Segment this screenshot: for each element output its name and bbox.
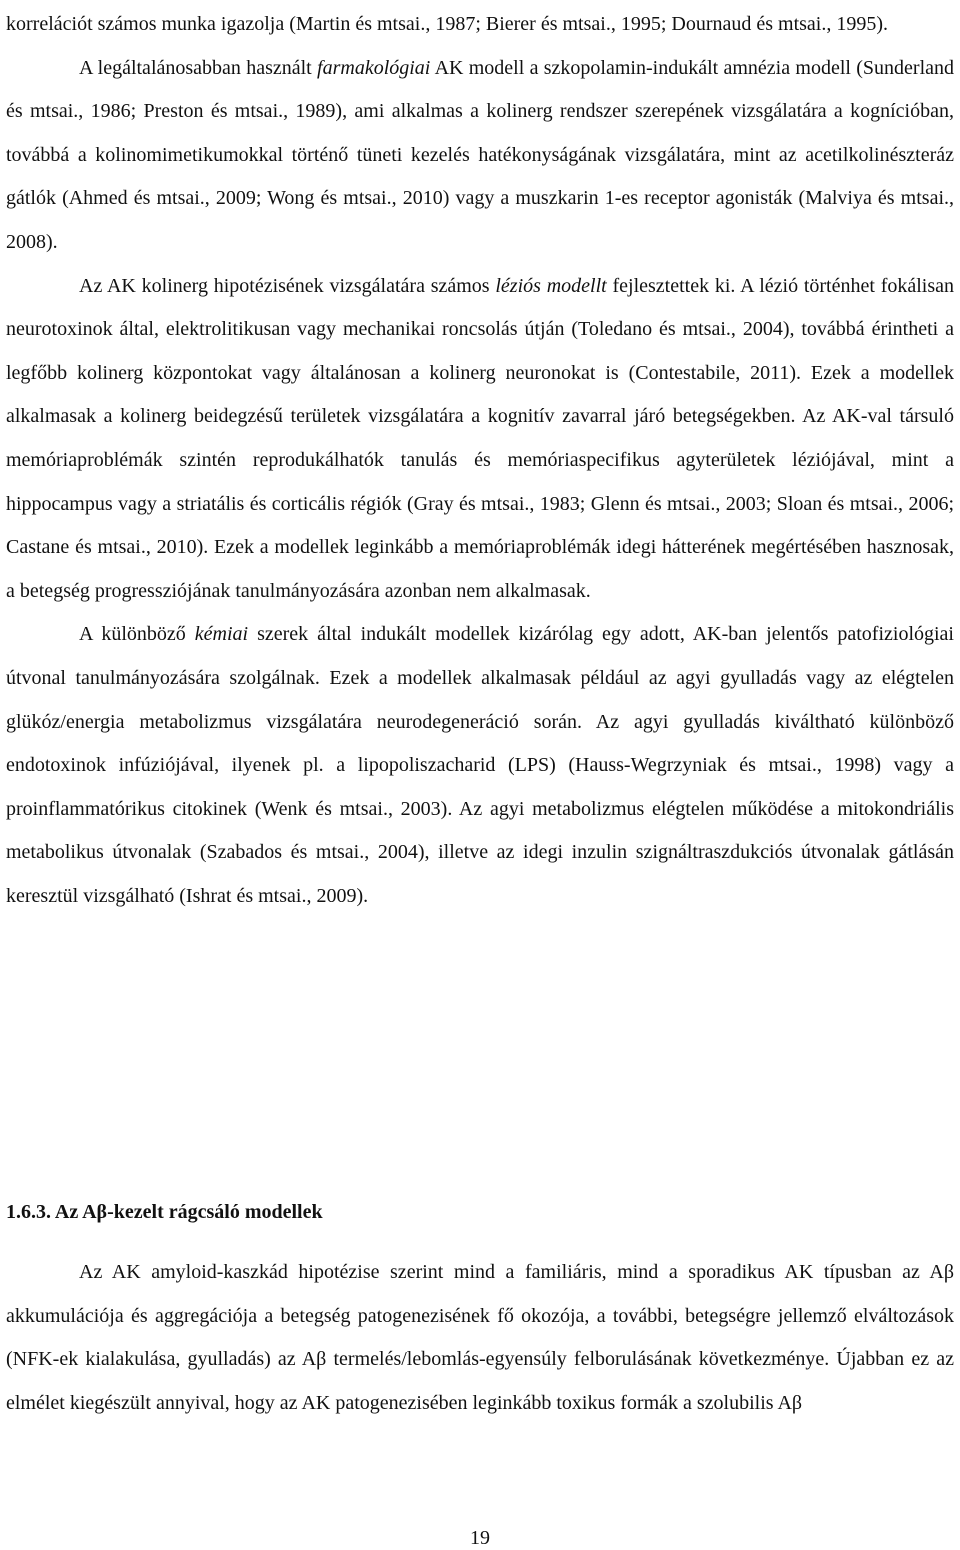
- document-page: [6, 0, 955, 1414]
- paragraph-continuation: [6, 3, 954, 47]
- text-run: szerek által indukált modellek kizárólag egy adott, AK-ban jelentős patofiziológiai útvonal tanulmányozására szolgálnak. Ezek a modellek alkalmasak például az agyi gyulladás vagy az elégtelen glükóz/energia metabolizmus vizsgálatára neurodegeneráció során. Az agyi gyulladás kiváltható különböző endotoxinok infúziójával, ilyenek pl. a lipopoliszacharid (LPS) (Hauss-Wegrzyniak és mtsai., 1998) vagy a proinflammatórikus citokinek (Wenk és mtsai., 2003). Az agyi metabolizmus elégtelen működése a mitokondriális metabolikus útvonalak (Szabados és mtsai., 2004), illetve az idegi inzulin szignáltraszdukciós útvonalak gátlásán keresztül vizsgálható (Ishrat és mtsai., 2009).: [6, 623, 954, 907]
- paragraph-amyloid-cascade: [6, 1251, 954, 1425]
- text-run: AK modell a szkopolamin-indukált amnézia modell (Sunderland és mtsai., 1986; Preston és mtsai., 1989), ami alkalmas a kolinerg rendszer szerepének vizsgálatára a kognícióban, továbbá a kolinomimetikumokkal történő tüneti kezelés hatékonyságának vizsgálatára, mint az acetilkolinészteráz gátlók (Ahmed és mtsai., 2009; Wong és mtsai., 2010) vagy a muszkarin 1-es receptor agonisták (Malviya és mtsai., 2008).: [6, 56, 954, 253]
- text-run: Az AK kolinerg hipotézisének vizsgálatára számos: [79, 274, 496, 297]
- italic-text-run: léziós modellt: [495, 274, 607, 297]
- italic-text-run: farmakológiai: [317, 56, 431, 79]
- text-run: Az AK amyloid-kaszkád hipotézise szerint mind a familiáris, mind a sporadikus AK típusban az Aβ akkumulációja és aggregációja a betegség patogenezisének fő okozója, a további, betegségre jellemző elváltozások (NFK-ek kialakulása, gyulladás) az Aβ termelés/lebomlás-egyensúly felborulásának következménye. Újabban ez az elmélet kiegészült annyival, hogy az AK patogenezisében leginkább toxikus formák a szolubilis Aβ: [6, 1261, 954, 1414]
- paragraph-chemical-model: [6, 613, 954, 918]
- section-heading: 1.6.3. Az Aβ-kezelt rágcsáló modellek: [6, 1201, 323, 1223]
- text-run: A legáltalánosabban használt: [79, 56, 318, 79]
- paragraph-lesion-model: [6, 265, 954, 614]
- section-abeta-body: [6, 1251, 954, 1425]
- paragraph-pharmacological-model: [6, 47, 954, 265]
- section-body: [6, 3, 954, 918]
- italic-text-run: kémiai: [194, 623, 249, 646]
- text-run: A különböző: [79, 623, 195, 646]
- text-run: fejlesztettek ki. A lézió történhet fokálisan neurotoxinok által, elektrolitikusan vagy mechanikai roncsolás útján (Toledano és mtsai., 2004), továbbá érintheti a legfőbb kolinerg központokat vagy általánosan a kolinerg neuronokat is (Contestabile, 2011). Ezek a modellek alkalmasak a kolinerg beidegzésű területek vizsgálatára a kognitív zavarral járó betegségekben. Az AK-val társuló memóriaproblémák szintén reprodukálhatók tanulás és memóriaspecifikus agyterületek léziójával, mint a hippocampus vagy a striatális és corticális régiók (Gray és mtsai., 1983; Glenn és mtsai., 2003; Sloan és mtsai., 2006; Castane és mtsai., 2010). Ezek a modellek leginkább a memóriaproblémák idegi hátterének megértésében hasznosak, a betegség progressziójának tanulmányozására azonban nem alkalmasak.: [6, 274, 955, 602]
- text-run: korrelációt számos munka igazolja (Martin és mtsai., 1987; Bierer és mtsai., 1995; Dournaud és mtsai., 1995).: [6, 13, 889, 35]
- page-number: 19: [470, 1527, 490, 1549]
